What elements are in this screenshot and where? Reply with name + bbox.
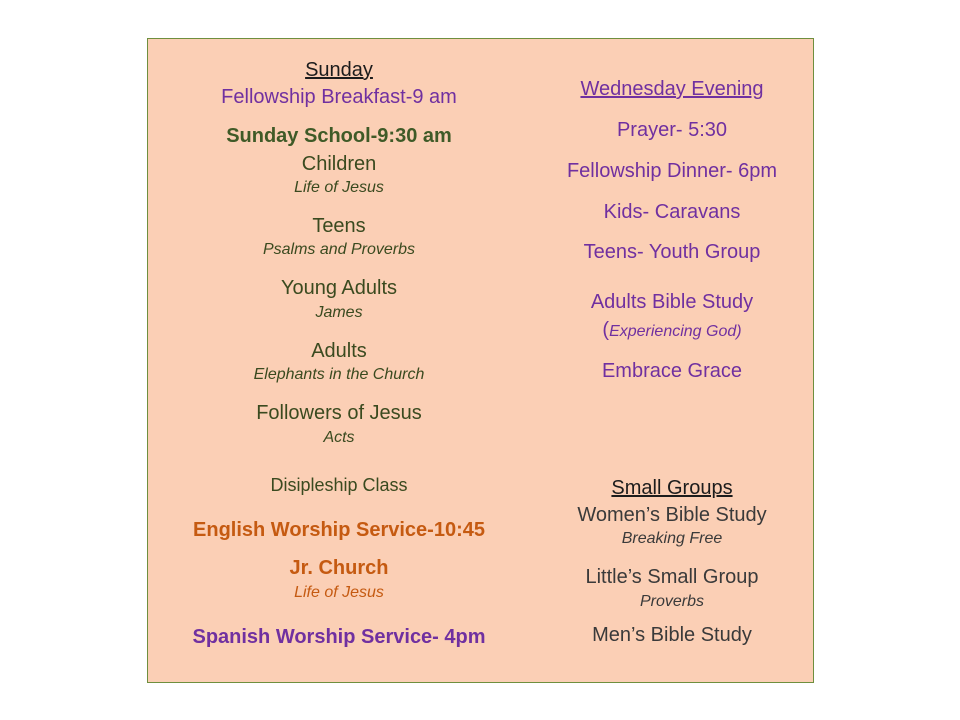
adults-bible-study-subtitle bbox=[602, 320, 741, 340]
english-worship: English Worship Service-10:45 bbox=[193, 519, 485, 541]
littles-small-group: Little’s Small Group bbox=[585, 566, 759, 588]
spanish-worship: Spanish Worship Service- 4pm bbox=[192, 626, 486, 648]
young-adults-class: Young Adults bbox=[280, 277, 398, 299]
mens-bible-study: Men’s Bible Study bbox=[592, 624, 752, 646]
followers-study: Acts bbox=[323, 429, 355, 446]
wednesday-heading: Wednesday Evening bbox=[580, 78, 764, 100]
followers-class: Followers of Jesus bbox=[256, 402, 422, 424]
teens-class: Teens bbox=[312, 215, 366, 237]
sunday-heading: Sunday bbox=[305, 59, 373, 81]
jr-church: Jr. Church bbox=[289, 557, 389, 579]
adults-class: Adults bbox=[311, 340, 367, 362]
young-adults-study: James bbox=[315, 304, 363, 321]
small-groups-heading: Small Groups bbox=[611, 477, 733, 499]
children-class: Children bbox=[301, 153, 377, 175]
sunday-school: Sunday School-9:30 am bbox=[226, 125, 452, 147]
teens-study: Psalms and Proverbs bbox=[262, 241, 416, 258]
prayer: Prayer- 5:30 bbox=[616, 119, 728, 141]
womens-bible-study: Women’s Bible Study bbox=[577, 504, 767, 526]
fellowship-breakfast: Fellowship Breakfast-9 am bbox=[221, 86, 457, 108]
womens-bible-study-book: Breaking Free bbox=[621, 530, 723, 547]
adults-bible-study: Adults Bible Study bbox=[590, 291, 754, 313]
adults-bible-study-book: Experiencing God) bbox=[609, 323, 742, 340]
jr-church-study: Life of Jesus bbox=[294, 584, 384, 601]
teens-youth-group: Teens- Youth Group bbox=[583, 241, 761, 263]
open-paren: ( bbox=[602, 319, 610, 341]
schedule-panel bbox=[147, 38, 814, 683]
embrace-grace: Embrace Grace bbox=[601, 360, 743, 382]
adults-study: Elephants in the Church bbox=[253, 366, 425, 383]
fellowship-dinner: Fellowship Dinner- 6pm bbox=[566, 160, 778, 182]
kids-caravans: Kids- Caravans bbox=[603, 201, 741, 223]
children-study: Life of Jesus bbox=[294, 179, 384, 196]
discipleship-class: Disipleship Class bbox=[270, 475, 408, 495]
littles-small-group-book: Proverbs bbox=[639, 593, 705, 610]
